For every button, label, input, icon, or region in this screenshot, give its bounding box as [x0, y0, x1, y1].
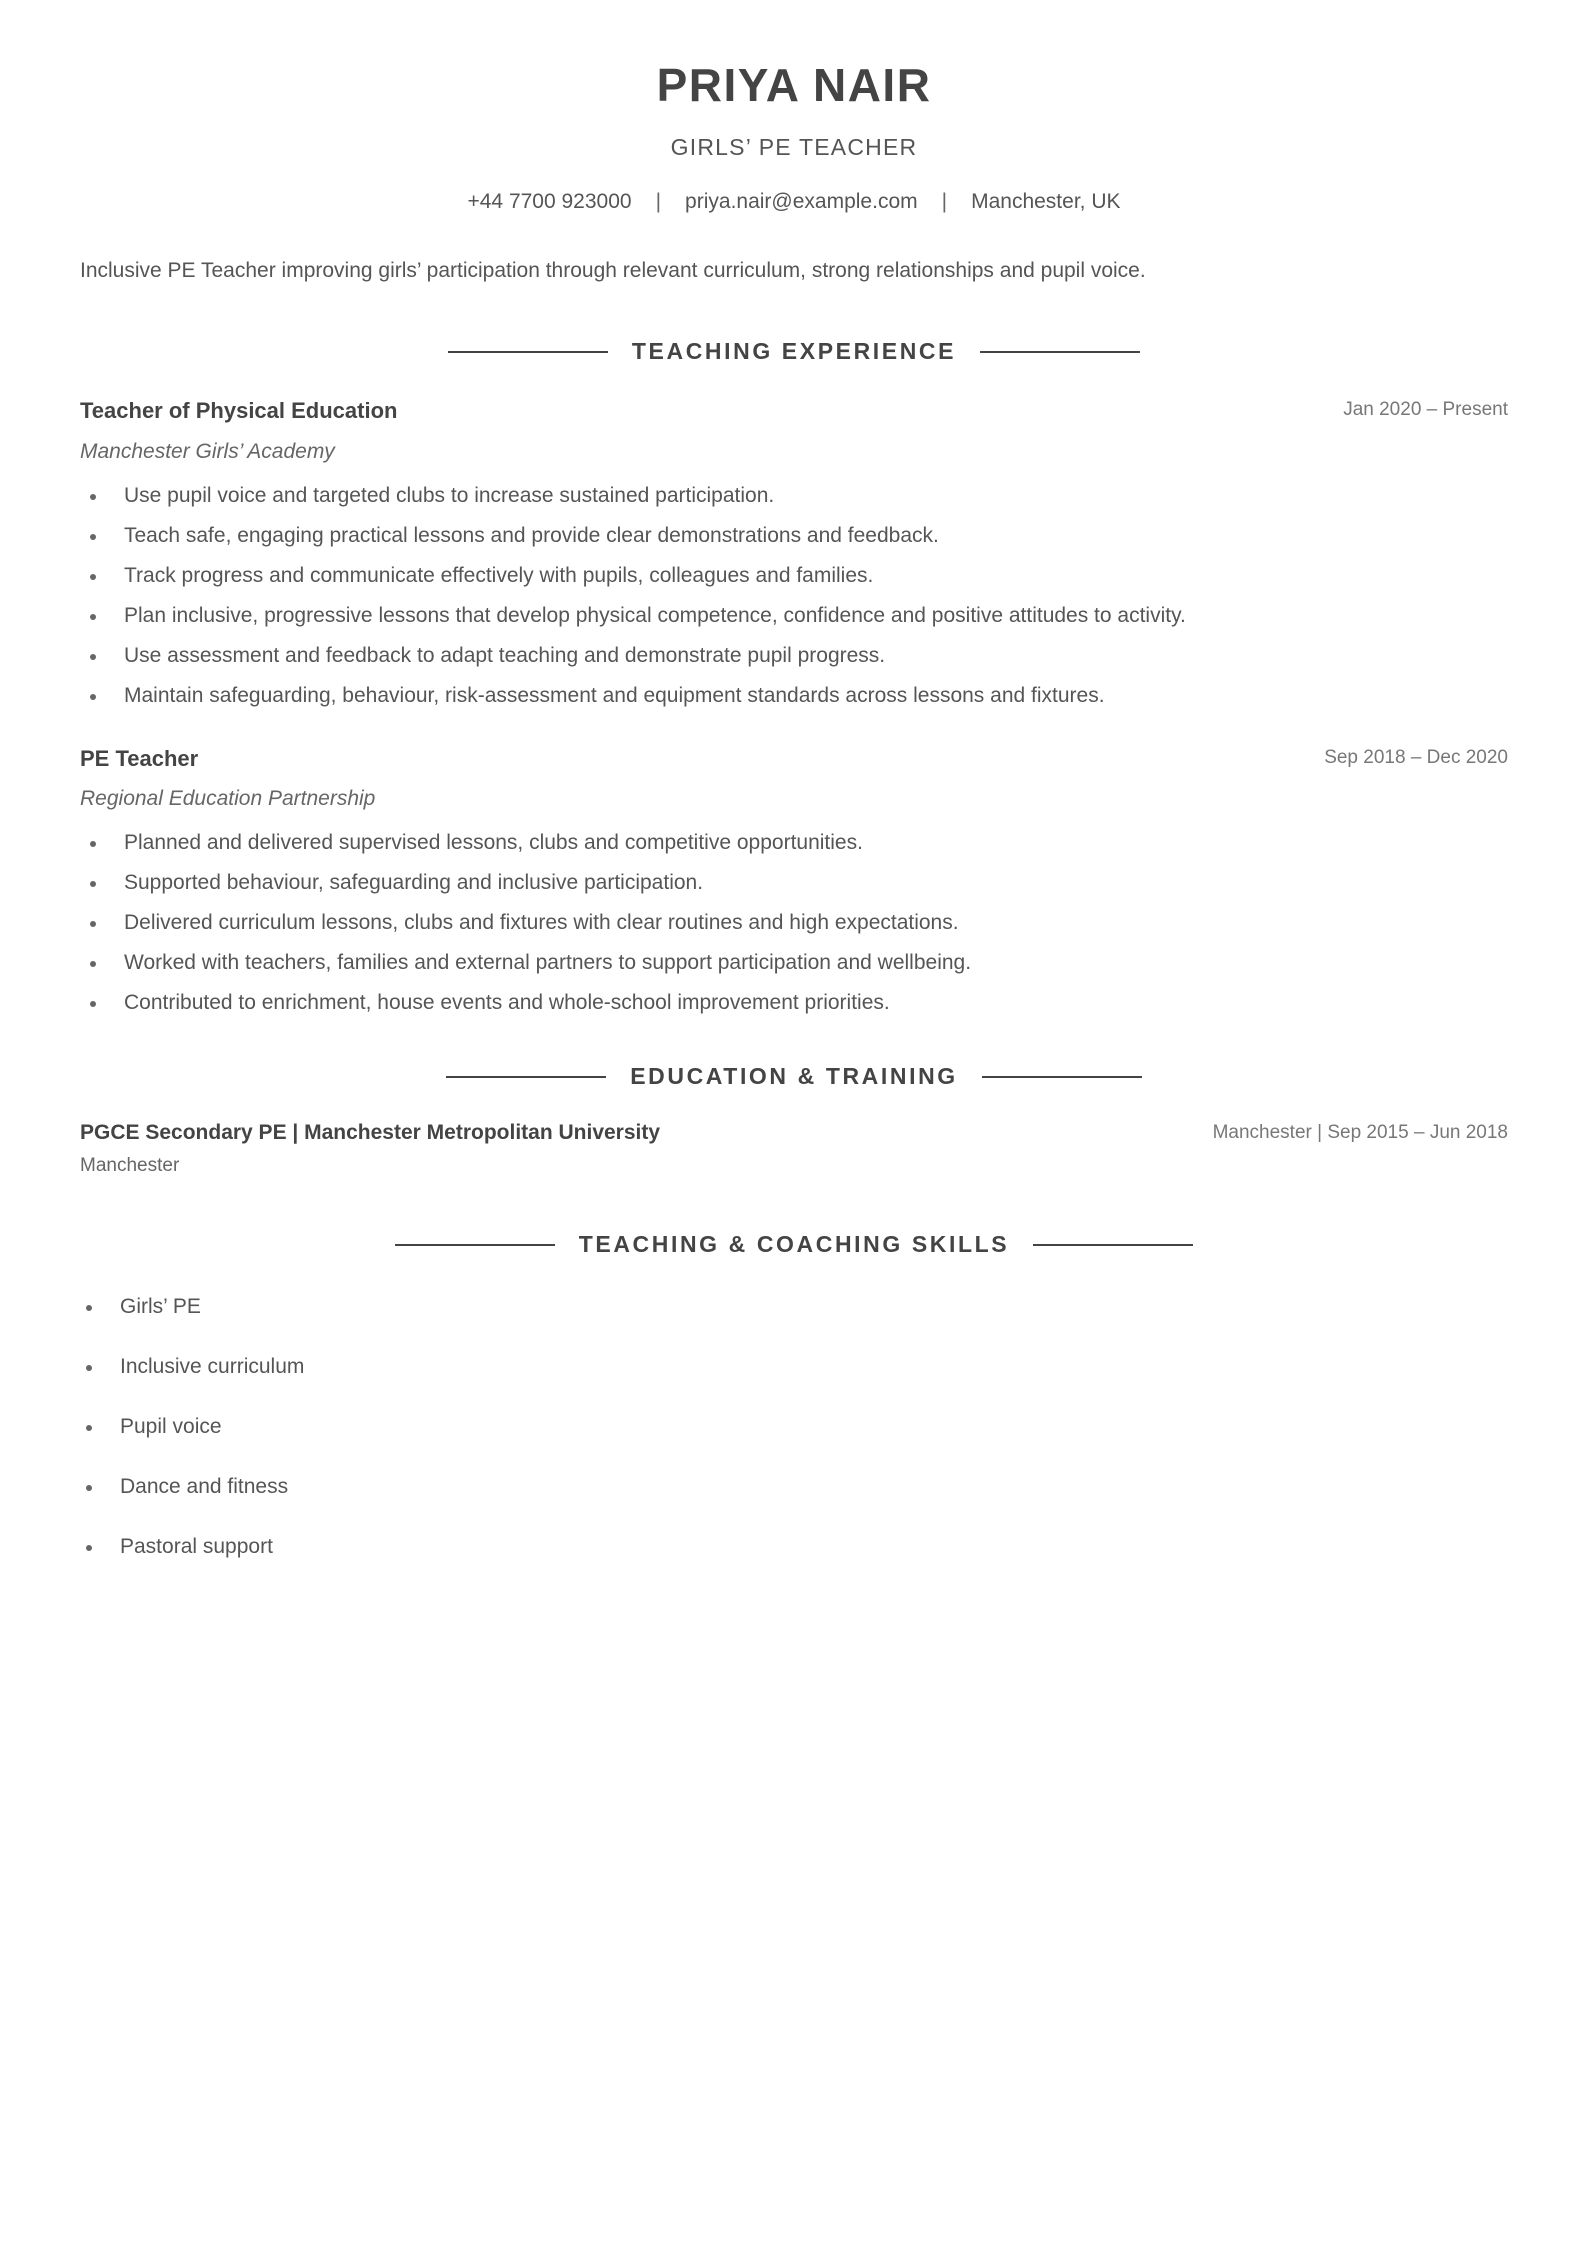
heading-rule-right — [982, 1076, 1142, 1078]
heading-rule-left — [448, 351, 608, 353]
job-bullet-list — [80, 484, 1508, 724]
education-meta: Manchester | Sep 2015 – Jun 2018 — [1212, 1122, 1508, 1143]
list-item: Worked with teachers, families and external partners to support participation and wellbeing. — [80, 951, 1508, 991]
heading-rule-left — [446, 1076, 606, 1078]
list-item: Delivered curriculum lessons, clubs and fixtures with clear routines and high expectations. — [80, 911, 1508, 951]
job-dates: Jan 2020 – Present — [1343, 399, 1508, 420]
section-heading-skills — [80, 1231, 1508, 1258]
skill-item: Inclusive curriculum — [80, 1355, 680, 1415]
contact-email: priya.nair@example.com — [685, 190, 918, 213]
contact-phone: +44 7700 923000 — [467, 190, 632, 213]
list-item: Planned and delivered supervised lessons, clubs and competitive opportunities. — [80, 831, 1508, 871]
skills-list — [80, 1295, 680, 1595]
list-item: Plan inclusive, progressive lessons that develop physical competence, confidence and positive attitudes to activity. — [80, 604, 1508, 644]
professional-summary: Inclusive PE Teacher improving girls’ participation through relevant curriculum, strong relationships and pupil voice. — [80, 259, 1146, 282]
job-title: Teacher of Physical Education — [80, 398, 398, 423]
contact-line — [80, 190, 1508, 214]
section-title: TEACHING & COACHING SKILLS — [578, 1231, 1010, 1257]
section-title: EDUCATION & TRAINING — [630, 1063, 958, 1089]
heading-rule-left — [395, 1244, 555, 1246]
section-heading-experience — [80, 338, 1508, 365]
skill-item: Pastoral support — [80, 1535, 680, 1595]
job-bullet-list — [80, 831, 1508, 1031]
education-title: PGCE Secondary PE | Manchester Metropolitan University — [80, 1121, 661, 1144]
skill-item: Pupil voice — [80, 1415, 680, 1475]
list-item: Use assessment and feedback to adapt teaching and demonstrate pupil progress. — [80, 644, 1508, 684]
contact-location: Manchester, UK — [971, 190, 1121, 213]
candidate-name: PRIYA NAIR — [656, 59, 932, 111]
list-item: Maintain safeguarding, behaviour, risk-assessment and equipment standards across lessons and fixtures. — [80, 684, 1508, 724]
candidate-title: GIRLS’ PE TEACHER — [670, 134, 918, 160]
heading-rule-right — [980, 351, 1140, 353]
skill-item: Girls’ PE — [80, 1295, 680, 1355]
job-organization: Regional Education Partnership — [80, 787, 376, 810]
contact-separator: | — [941, 190, 948, 213]
list-item: Use pupil voice and targeted clubs to increase sustained participation. — [80, 484, 1508, 524]
contact-separator: | — [655, 190, 662, 213]
education-location: Manchester — [80, 1155, 180, 1176]
skill-item: Dance and fitness — [80, 1475, 680, 1535]
section-heading-education — [80, 1063, 1508, 1090]
job-dates: Sep 2018 – Dec 2020 — [1324, 747, 1508, 768]
section-title: TEACHING EXPERIENCE — [631, 338, 957, 364]
job-organization: Manchester Girls’ Academy — [80, 440, 335, 463]
list-item: Teach safe, engaging practical lessons and provide clear demonstrations and feedback. — [80, 524, 1508, 564]
job-title: PE Teacher — [80, 746, 199, 771]
list-item: Supported behaviour, safeguarding and inclusive participation. — [80, 871, 1508, 911]
list-item: Contributed to enrichment, house events and whole-school improvement priorities. — [80, 991, 1508, 1031]
heading-rule-right — [1033, 1244, 1193, 1246]
list-item: Track progress and communicate effectively with pupils, colleagues and families. — [80, 564, 1508, 604]
